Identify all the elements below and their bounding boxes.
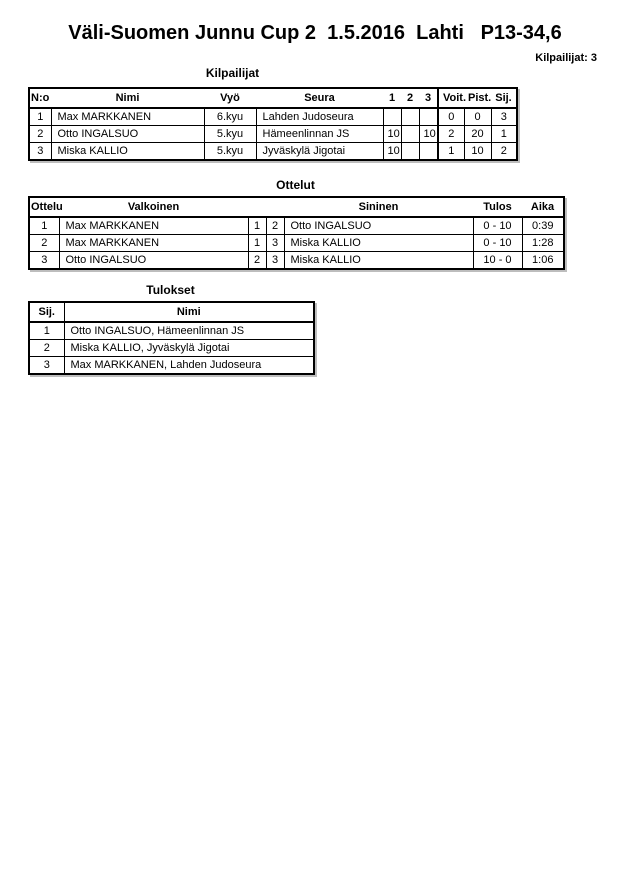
matches-table bbox=[28, 196, 565, 270]
competitor-belt-cell: 6.kyu bbox=[204, 108, 256, 126]
col-header-no: N:o bbox=[29, 88, 51, 108]
col-header-round3: 3 bbox=[419, 88, 438, 108]
time-cell: 0:39 bbox=[522, 217, 564, 235]
time-cell: 1:06 bbox=[522, 252, 564, 270]
wins-cell: 1 bbox=[438, 143, 464, 161]
competitors-table bbox=[28, 87, 518, 161]
competitors-count: Kilpailijat: 3 bbox=[535, 52, 597, 64]
round1-cell bbox=[383, 108, 401, 126]
result-place-cell: 2 bbox=[29, 340, 64, 357]
header-row bbox=[29, 197, 564, 217]
blue-no-cell: 3 bbox=[266, 252, 284, 270]
competitors-heading: Kilpailijat bbox=[205, 66, 260, 80]
match-no-cell: 2 bbox=[29, 235, 59, 252]
header-row bbox=[29, 88, 517, 108]
results-heading: Tulokset bbox=[146, 283, 195, 297]
col-header-wins: Voit. bbox=[438, 88, 464, 108]
col-header-blue: Sininen bbox=[284, 197, 473, 217]
points-cell: 10 bbox=[464, 143, 491, 161]
col-header-place: Sij. bbox=[29, 302, 64, 322]
competitor-club-cell: Lahden Judoseura bbox=[256, 108, 383, 126]
white-no-cell: 1 bbox=[248, 235, 266, 252]
col-header-white-no bbox=[248, 197, 266, 217]
wins-cell: 0 bbox=[438, 108, 464, 126]
page-title: Väli-Suomen Junnu Cup 2 1.5.2016 Lahti P13-34,6 bbox=[68, 22, 562, 44]
competitors-table-header bbox=[29, 88, 517, 108]
round3-cell bbox=[419, 108, 438, 126]
white-name-cell: Otto INGALSUO bbox=[59, 252, 248, 270]
col-header-result: Tulos bbox=[473, 197, 522, 217]
result-name-cell: Max MARKKANEN, Lahden Judoseura bbox=[64, 357, 314, 375]
results-table-header bbox=[29, 302, 314, 322]
result-cell: 0 - 10 bbox=[473, 235, 522, 252]
match-no-cell: 3 bbox=[29, 252, 59, 270]
place-cell: 1 bbox=[491, 126, 517, 143]
col-header-place: Sij. bbox=[491, 88, 517, 108]
col-header-name: Nimi bbox=[51, 88, 204, 108]
place-cell: 2 bbox=[491, 143, 517, 161]
wins-cell: 2 bbox=[438, 126, 464, 143]
round1-cell: 10 bbox=[383, 143, 401, 161]
round1-cell: 10 bbox=[383, 126, 401, 143]
white-no-cell: 1 bbox=[248, 217, 266, 235]
competitor-row bbox=[29, 126, 517, 143]
round3-cell: 10 bbox=[419, 126, 438, 143]
match-row bbox=[29, 252, 564, 270]
competitor-belt-cell: 5.kyu bbox=[204, 126, 256, 143]
competitor-belt-cell: 5.kyu bbox=[204, 143, 256, 161]
points-cell: 0 bbox=[464, 108, 491, 126]
blue-name-cell: Otto INGALSUO bbox=[284, 217, 473, 235]
white-name-cell: Max MARKKANEN bbox=[59, 217, 248, 235]
col-header-club: Seura bbox=[256, 88, 383, 108]
col-header-round2: 2 bbox=[401, 88, 419, 108]
result-row bbox=[29, 340, 314, 357]
white-no-cell: 2 bbox=[248, 252, 266, 270]
result-place-cell: 3 bbox=[29, 357, 64, 375]
result-place-cell: 1 bbox=[29, 322, 64, 340]
blue-name-cell: Miska KALLIO bbox=[284, 235, 473, 252]
blue-no-cell: 2 bbox=[266, 217, 284, 235]
result-name-cell: Otto INGALSUO, Hämeenlinnan JS bbox=[64, 322, 314, 340]
competitor-no-cell: 1 bbox=[29, 108, 51, 126]
competitor-name-cell: Max MARKKANEN bbox=[51, 108, 204, 126]
col-header-time: Aika bbox=[522, 197, 564, 217]
round2-cell bbox=[401, 126, 419, 143]
header-row bbox=[29, 302, 314, 322]
result-row bbox=[29, 322, 314, 340]
round2-cell bbox=[401, 108, 419, 126]
competitor-name-cell: Otto INGALSUO bbox=[51, 126, 204, 143]
match-row bbox=[29, 235, 564, 252]
result-name-cell: Miska KALLIO, Jyväskylä Jigotai bbox=[64, 340, 314, 357]
blue-no-cell: 3 bbox=[266, 235, 284, 252]
blue-name-cell: Miska KALLIO bbox=[284, 252, 473, 270]
col-header-blue-no bbox=[266, 197, 284, 217]
col-header-white: Valkoinen bbox=[59, 197, 248, 217]
col-header-points: Pist. bbox=[464, 88, 491, 108]
competitor-no-cell: 2 bbox=[29, 126, 51, 143]
result-cell: 0 - 10 bbox=[473, 217, 522, 235]
time-cell: 1:28 bbox=[522, 235, 564, 252]
place-cell: 3 bbox=[491, 108, 517, 126]
points-cell: 20 bbox=[464, 126, 491, 143]
matches-table-header bbox=[29, 197, 564, 217]
competitor-club-cell: Jyväskylä Jigotai bbox=[256, 143, 383, 161]
matches-heading: Ottelut bbox=[276, 178, 315, 192]
white-name-cell: Max MARKKANEN bbox=[59, 235, 248, 252]
round3-cell bbox=[419, 143, 438, 161]
results-table bbox=[28, 301, 315, 375]
result-row bbox=[29, 357, 314, 375]
competitor-club-cell: Hämeenlinnan JS bbox=[256, 126, 383, 143]
result-cell: 10 - 0 bbox=[473, 252, 522, 270]
round2-cell bbox=[401, 143, 419, 161]
competitor-name-cell: Miska KALLIO bbox=[51, 143, 204, 161]
match-row bbox=[29, 217, 564, 235]
col-header-name: Nimi bbox=[64, 302, 314, 322]
col-header-belt: Vyö bbox=[204, 88, 256, 108]
competitor-row bbox=[29, 143, 517, 161]
col-header-round1: 1 bbox=[383, 88, 401, 108]
competitor-no-cell: 3 bbox=[29, 143, 51, 161]
match-no-cell: 1 bbox=[29, 217, 59, 235]
col-header-match-no: Ottelu bbox=[29, 197, 59, 217]
competitor-row bbox=[29, 108, 517, 126]
